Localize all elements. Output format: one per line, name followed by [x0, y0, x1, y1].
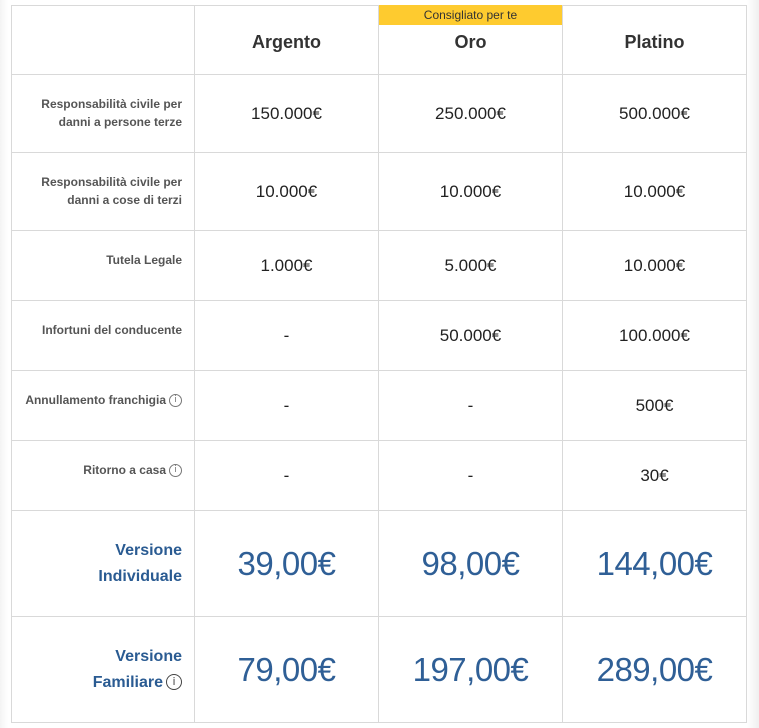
value-cell	[563, 371, 747, 440]
plan-header-argento[interactable]	[195, 6, 379, 74]
table-row	[12, 441, 747, 511]
coverage-value: 10.000€	[439, 181, 502, 201]
version-label-cell	[12, 511, 195, 616]
value-cell	[379, 75, 563, 152]
coverage-value: -	[283, 465, 290, 485]
coverage-value: -	[283, 325, 290, 345]
recommended-badge: Consigliato per te	[379, 5, 562, 25]
row-label: Infortuni del conducente	[42, 323, 182, 337]
coverage-value: 150.000€	[251, 103, 322, 123]
row-label	[41, 95, 182, 131]
coverage-value: 10.000€	[255, 181, 318, 201]
coverage-value: 5.000€	[444, 255, 497, 275]
value-cell	[563, 231, 747, 300]
info-icon[interactable]: i	[166, 674, 182, 690]
price-cell[interactable]	[379, 511, 563, 616]
plan-header-platino[interactable]	[563, 6, 747, 74]
value-cell	[379, 371, 563, 440]
version-line: Versione	[115, 647, 182, 665]
plan-header-oro[interactable]	[379, 6, 563, 74]
version-label	[93, 644, 182, 696]
info-icon[interactable]: i	[169, 394, 182, 407]
value-cell	[379, 441, 563, 510]
info-icon[interactable]: i	[169, 464, 182, 477]
coverage-value: 30€	[640, 465, 669, 485]
version-line: Versione	[115, 541, 182, 559]
value-cell	[195, 231, 379, 300]
value-cell	[563, 301, 747, 370]
row-label-cell	[12, 231, 195, 300]
version-label	[98, 538, 182, 590]
coverage-value: 500€	[635, 395, 674, 415]
row-label-cell	[12, 75, 195, 152]
value-cell	[195, 441, 379, 510]
version-label-cell	[12, 617, 195, 722]
label-text: Ritorno a casa	[83, 463, 166, 477]
version-line: Familiare	[92, 673, 163, 691]
table-row	[12, 371, 747, 441]
price-value: 144,00€	[596, 544, 713, 582]
price-row	[12, 617, 747, 723]
plan-name: Oro	[454, 31, 487, 52]
row-label: Tutela Legale	[106, 253, 182, 267]
label-line: Responsabilità civile per	[41, 97, 182, 111]
value-cell	[195, 371, 379, 440]
right-shadow	[747, 0, 759, 728]
value-cell	[563, 75, 747, 152]
row-label-cell	[12, 301, 195, 370]
price-cell[interactable]	[379, 617, 563, 722]
price-value: 79,00€	[237, 650, 336, 688]
row-label-cell	[12, 153, 195, 230]
label-text: Annullamento franchigia	[25, 393, 166, 407]
coverage-value: 50.000€	[439, 325, 502, 345]
value-cell	[195, 301, 379, 370]
plan-name: Platino	[624, 31, 685, 52]
coverage-value: -	[467, 395, 474, 415]
left-shadow	[0, 0, 8, 728]
coverage-value: 10.000€	[623, 181, 686, 201]
price-value: 197,00€	[412, 650, 529, 688]
coverage-value: 1.000€	[260, 255, 313, 275]
plan-name: Argento	[252, 31, 321, 52]
label-line: danni a persone terze	[58, 115, 182, 129]
value-cell	[379, 153, 563, 230]
table-row	[12, 75, 747, 153]
coverage-value: -	[283, 395, 290, 415]
table-row	[12, 231, 747, 301]
table-row	[12, 153, 747, 231]
price-value: 289,00€	[596, 650, 713, 688]
price-cell[interactable]	[563, 617, 747, 722]
coverage-value: 500.000€	[619, 103, 690, 123]
row-label	[41, 173, 182, 209]
header-row	[12, 6, 747, 75]
version-line: Individuale	[98, 567, 182, 585]
price-row	[12, 511, 747, 617]
value-cell	[195, 75, 379, 152]
price-cell[interactable]	[563, 511, 747, 616]
value-cell	[563, 441, 747, 510]
row-label	[83, 461, 182, 479]
table-row	[12, 301, 747, 371]
coverage-value: -	[467, 465, 474, 485]
plan-comparison-table	[11, 5, 747, 723]
label-line: danni a cose di terzi	[67, 193, 182, 207]
row-label-cell	[12, 441, 195, 510]
coverage-value: 10.000€	[623, 255, 686, 275]
price-value: 98,00€	[421, 544, 520, 582]
value-cell	[379, 231, 563, 300]
row-label-cell	[12, 371, 195, 440]
price-cell[interactable]	[195, 617, 379, 722]
row-label	[25, 391, 182, 409]
label-line: Responsabilità civile per	[41, 175, 182, 189]
price-cell[interactable]	[195, 511, 379, 616]
value-cell	[563, 153, 747, 230]
coverage-value: 100.000€	[619, 325, 690, 345]
coverage-value: 250.000€	[435, 103, 506, 123]
value-cell	[379, 301, 563, 370]
value-cell	[195, 153, 379, 230]
header-empty-cell	[12, 6, 195, 74]
price-value: 39,00€	[237, 544, 336, 582]
